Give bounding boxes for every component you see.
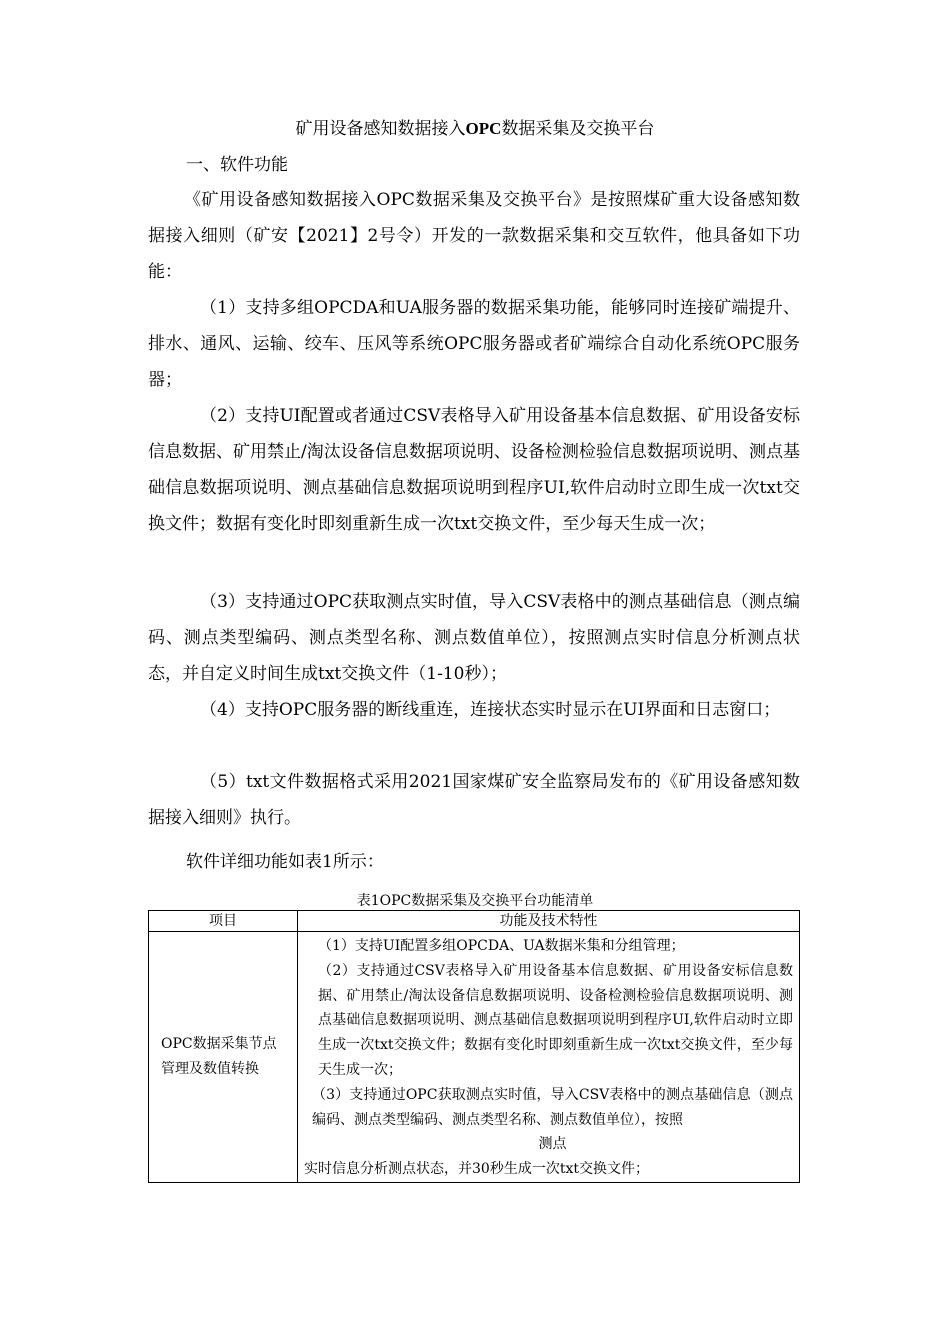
- table-row: [149, 932, 800, 1183]
- feature-line-1: （1）支持UI配置多组OPCDA、UA数据米集和分组管理；: [318, 938, 685, 954]
- intro-paragraph: 《矿用设备感知数据接入OPC数据采集及交换平台》是按照煤矿重大设备感知数据接入细则（矿安【2021】2号令）开发的一款数据采集和交互软件，他具备如下功能：: [148, 190, 800, 282]
- feature-line-3: （3）支持通过OPC获取测点实时值，导入CSV表格中的测点基础信息（测点编码、测点类型编码、测点类型名称、测点数值单位），按照: [312, 1086, 793, 1128]
- table-cell-item: OPC数据采集节点管理及数值转换: [149, 932, 298, 1183]
- feature-line-5: 实时信息分析测点状态，并30秒生成一次txt交换文件；: [304, 1161, 649, 1178]
- table-caption: 表1OPC数据采集及交换平台功能清单: [356, 893, 594, 909]
- feature-paragraph-3: （3）支持通过OPC获取测点实时值，导入CSV表格中的测点基础信息（测点编码、测点类型编码、测点类型名称、测点数值单位），按照测点实时信息分析测点状态，并自定义时间生成txt交换文件（1-10秒）；: [148, 592, 800, 684]
- feature-paragraph-1: （1）支持多组OPCDA和UA服务器的数据采集功能，能够同时连接矿端提升、排水、通风、运输、绞车、压风等系统OPC服务器或者矿端综合自动化系统OPC服务器；: [148, 298, 800, 390]
- title-suffix: 数据采集及交换平台: [501, 119, 655, 139]
- title-bold-opc: OPC: [465, 119, 502, 138]
- feature-line-4: 测点: [538, 1136, 567, 1153]
- table-intro: 软件详细功能如表1所示：: [186, 852, 384, 872]
- table-header-row: [149, 911, 800, 932]
- title-prefix: 矿用设备感知数据接入: [295, 119, 466, 139]
- section-heading: 一、软件功能: [186, 155, 288, 175]
- feature-paragraph-4: （4）支持OPC服务器的断线重连，连接状态实时显示在UI界面和日志窗口；: [200, 700, 781, 720]
- feature-table: [148, 910, 800, 1183]
- document-title: [0, 114, 950, 139]
- table-header-item: 项目: [149, 911, 298, 932]
- feature-paragraph-5: （5）txt文件数据格式采用2021国家煤矿安全监察局发布的《矿用设备感知数据接入细则》执行。: [148, 772, 800, 828]
- table-header-features: 功能及技术特性: [298, 911, 800, 932]
- table-cell-features: [298, 932, 800, 1183]
- feature-line-2: （2）支持通过CSV表格导入矿用设备基本信息数据、矿用设备安标信息数据、矿用禁止/淘汰设备信息数据项说明、设备检测检验信息数据项说明、测点基础信息数据项说明、测点基础信息数据项说明到程序UI,软件启动时立即生成一次txt交换文件；数据有变化时即刻重新生成一次txt交换文件，至少每天生成一次；: [318, 962, 793, 1078]
- feature-paragraph-2: （2）支持UI配置或者通过CSV表格导入矿用设备基本信息数据、矿用设备安标信息数据、矿用禁止/淘汰设备信息数据项说明、设备检测检验信息数据项说明、测点基础信息数据项说明、测点基础信息数据项说明到程序UI,软件启动时立即生成一次txt交换文件；数据有变化时即刻重新生成一次txt交换文件，至少每天生成一次；: [148, 406, 800, 534]
